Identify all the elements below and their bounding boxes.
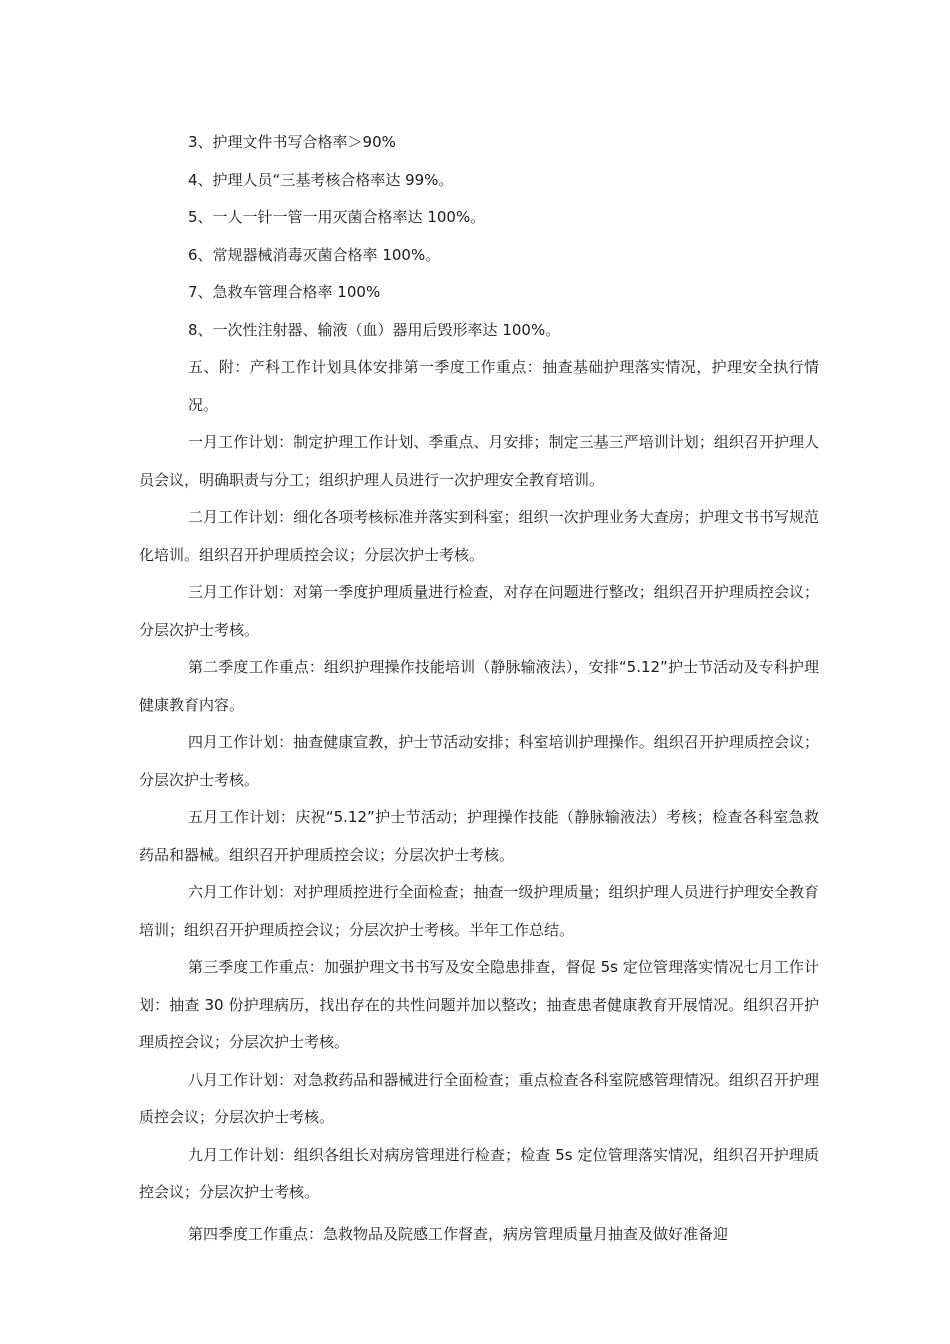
document-body	[139, 124, 819, 1253]
paragraph: 三月工作计划：对第一季度护理质量进行检查，对存在问题进行整改；组织召开护理质控会议；分层次护士考核。	[139, 583, 819, 639]
section-heading: 五、附：产科工作计划具体安排第一季度工作重点：抽查基础护理落实情况，护理安全执行情况。	[188, 358, 819, 414]
list-item: 8、一次性注射器、输液（血）器用后毁形率达 100%。	[188, 320, 561, 339]
list-item: 3、护理文件书写合格率＞90%	[188, 133, 396, 151]
paragraph: 一月工作计划：制定护理工作计划、季重点、月安排；制定三基三严培训计划；组织召开护理人员会议，明确职责与分工；组织护理人员进行一次护理安全教育培训。	[139, 433, 819, 489]
paragraph: 八月工作计划：对急救药品和器械进行全面检查；重点检查各科室院感管理情况。组织召开护理质控会议；分层次护士考核。	[139, 1070, 819, 1126]
list-item: 4、护理人员“三基考核合格率达 99%。	[188, 170, 454, 189]
list-item: 7、急救车管理合格率 100%	[188, 283, 381, 301]
paragraph: 第四季度工作重点：急救物品及院感工作督查，病房管理质量月抽查及做好准备迎	[188, 1224, 729, 1243]
paragraph: 二月工作计划：细化各项考核标准并落实到科室；组织一次护理业务大查房；护理文书书写规范化培训。组织召开护理质控会议；分层次护士考核。	[139, 508, 819, 564]
list-item: 5、一人一针一管一用灭菌合格率达 100%。	[188, 208, 486, 226]
paragraph: 第二季度工作重点：组织护理操作技能培训（静脉输液法），安排“5.12”护士节活动及专科护理健康教育内容。	[139, 658, 819, 714]
paragraph: 第三季度工作重点：加强护理文书书写及安全隐患排查，督促 5s 定位管理落实情况七月工作计划：抽查 30 份护理病历，找出存在的共性问题并加以整改；抽查患者健康教育开展情况。组织召开护理质控会议；分层次护士考核。	[139, 958, 819, 1051]
paragraph: 五月工作计划：庆祝“5.12”护士节活动；护理操作技能（静脉输液法）考核；检查各科室急救药品和器械。组织召开护理质控会议；分层次护士考核。	[139, 808, 819, 864]
list-item: 6、常规器械消毒灭菌合格率 100%。	[188, 245, 441, 264]
paragraph: 九月工作计划：组织各组长对病房管理进行检查；检查 5s 定位管理落实情况，组织召开护理质控会议；分层次护士考核。	[139, 1145, 819, 1201]
paragraph: 六月工作计划：对护理质控进行全面检查；抽查一级护理质量；组织护理人员进行护理安全教育培训；组织召开护理质控会议；分层次护士考核。半年工作总结。	[139, 883, 819, 939]
paragraph: 四月工作计划：抽查健康宣教，护士节活动安排；科室培训护理操作。组织召开护理质控会议；分层次护士考核。	[139, 733, 819, 789]
